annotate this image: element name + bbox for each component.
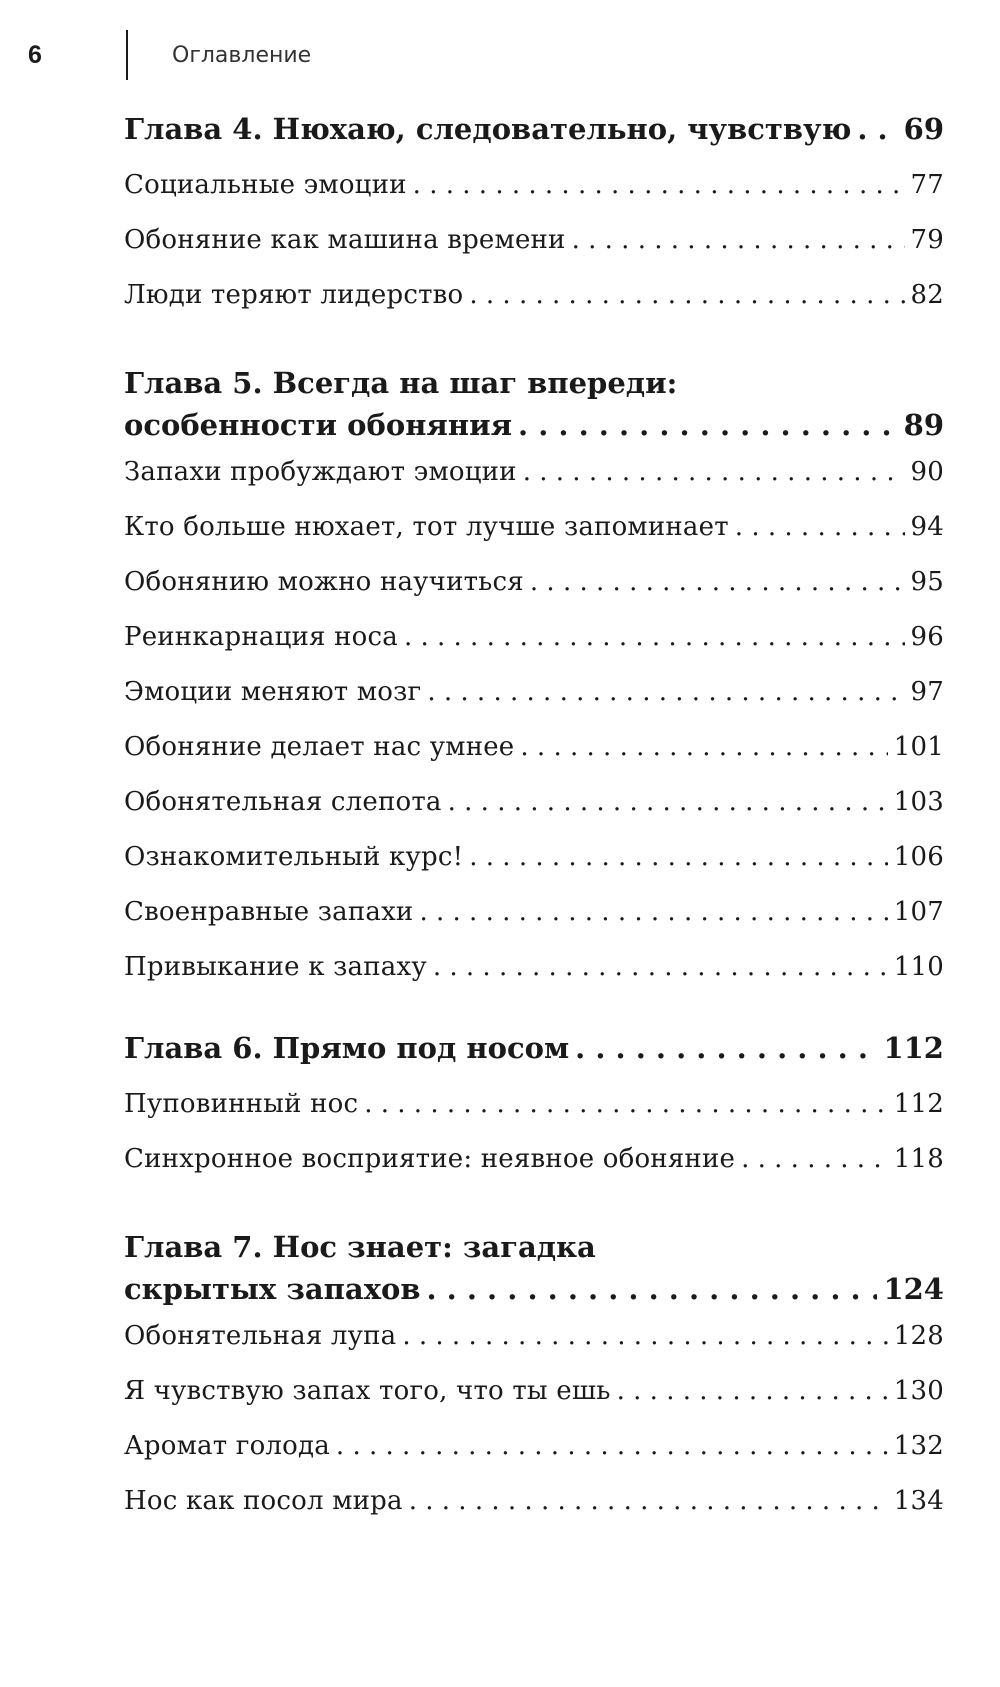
entry-page-number: 101 xyxy=(893,732,944,762)
chapter-title-continuation: скрытых запахов xyxy=(124,1272,421,1306)
dot-leader xyxy=(469,268,904,323)
entry-page-number: 128 xyxy=(893,1321,944,1351)
dot-leader xyxy=(518,405,898,445)
dot-leader xyxy=(404,610,905,665)
entry-title: Реинкарнация носа xyxy=(124,622,398,652)
entry-title: Обонятельная лупа xyxy=(124,1321,397,1351)
entry-page-number: 106 xyxy=(893,842,944,872)
entry-title: Обонянию можно научиться xyxy=(124,567,524,597)
dot-leader xyxy=(427,665,904,720)
entry-title: Своенравные запахи xyxy=(124,897,414,927)
page-number: 6 xyxy=(28,41,42,69)
toc-entry xyxy=(124,1077,944,1132)
entry-page-number: 77 xyxy=(910,170,944,200)
dot-leader xyxy=(336,1419,888,1474)
entry-title: Нос как посол мира xyxy=(124,1486,403,1516)
toc-entry xyxy=(124,500,944,555)
toc-entry xyxy=(124,1474,944,1529)
dot-leader xyxy=(364,1077,888,1132)
chapter-4 xyxy=(124,100,944,323)
dot-leader xyxy=(419,885,887,940)
chapter-title: Глава 4. Нюхаю, следовательно, чувствую xyxy=(124,112,852,146)
entry-title: Обонятельная слепота xyxy=(124,787,442,817)
entry-title: Кто больше нюхает, тот лучше запоминает xyxy=(124,512,729,542)
toc-entry xyxy=(124,665,944,720)
dot-leader xyxy=(530,555,905,610)
dot-leader xyxy=(857,100,897,158)
entry-page-number: 130 xyxy=(893,1376,944,1406)
dot-leader xyxy=(402,1309,887,1364)
running-head xyxy=(0,30,1000,80)
chapter-heading xyxy=(124,100,944,158)
dot-leader xyxy=(448,775,888,830)
chapter-page-number: 69 xyxy=(903,112,944,146)
entry-page-number: 132 xyxy=(893,1431,944,1461)
entry-page-number: 96 xyxy=(910,622,944,652)
entry-title: Запахи пробуждают эмоции xyxy=(124,457,517,487)
toc-entry xyxy=(124,940,944,995)
dot-leader xyxy=(409,1474,888,1529)
dot-leader xyxy=(523,445,905,500)
entry-page-number: 107 xyxy=(893,897,944,927)
toc-entry xyxy=(124,555,944,610)
entry-title: Обоняние делает нас умнее xyxy=(124,732,515,762)
entry-title: Пуповинный нос xyxy=(124,1089,359,1119)
toc-entry xyxy=(124,885,944,940)
header-divider xyxy=(126,30,128,80)
entry-page-number: 95 xyxy=(910,567,944,597)
entry-page-number: 82 xyxy=(910,280,944,310)
chapter-title-first-line: Глава 7. Нос знает: загадка xyxy=(124,1230,596,1264)
chapter-title-line xyxy=(124,100,944,158)
toc-entry xyxy=(124,610,944,665)
entry-page-number: 112 xyxy=(893,1089,944,1119)
toc-entry xyxy=(124,720,944,775)
dot-leader xyxy=(572,213,905,268)
chapter-title: Глава 6. Прямо под носом xyxy=(124,1031,570,1065)
chapter-heading xyxy=(124,1211,944,1309)
chapter-6 xyxy=(124,1019,944,1187)
dot-leader xyxy=(735,500,905,555)
toc-entry xyxy=(124,1364,944,1419)
entry-title: Эмоции меняют мозг xyxy=(124,677,422,707)
entry-page-number: 79 xyxy=(910,225,944,255)
chapter-title-line xyxy=(124,1019,944,1077)
toc-entry xyxy=(124,213,944,268)
section-title: Оглавление xyxy=(172,43,312,68)
toc-entry xyxy=(124,830,944,885)
chapter-title-line xyxy=(124,405,944,445)
chapter-page-number: 89 xyxy=(903,408,944,442)
entry-page-number: 97 xyxy=(910,677,944,707)
entry-title: Синхронное восприятие: неявное обоняние xyxy=(124,1144,736,1174)
entry-page-number: 134 xyxy=(893,1486,944,1516)
entry-title: Я чувствую запах того, что ты ешь xyxy=(124,1376,611,1406)
entry-page-number: 90 xyxy=(910,457,944,487)
toc-entry xyxy=(124,1132,944,1187)
chapter-heading xyxy=(124,1019,944,1077)
chapter-page-number: 124 xyxy=(883,1272,944,1306)
chapter-title-first-line: Глава 5. Всегда на шаг впереди: xyxy=(124,366,678,400)
entry-page-number: 94 xyxy=(910,512,944,542)
table-of-contents xyxy=(124,100,944,1529)
toc-entry xyxy=(124,1419,944,1474)
toc-entry xyxy=(124,268,944,323)
dot-leader xyxy=(426,1269,877,1309)
toc-entry xyxy=(124,158,944,213)
dot-leader xyxy=(413,158,905,213)
chapter-title-continuation: особенности обоняния xyxy=(124,408,513,442)
chapter-page-number: 112 xyxy=(883,1031,944,1065)
chapter-title-line xyxy=(124,1269,944,1309)
toc-entry xyxy=(124,775,944,830)
dot-leader xyxy=(433,940,888,995)
dot-leader xyxy=(520,720,887,775)
entry-title: Люди теряют лидерство xyxy=(124,280,464,310)
entry-title: Ознакомительный курс! xyxy=(124,842,464,872)
dot-leader xyxy=(741,1132,888,1187)
dot-leader xyxy=(469,830,888,885)
dot-leader xyxy=(575,1019,877,1077)
chapter-7 xyxy=(124,1211,944,1529)
entry-page-number: 110 xyxy=(893,952,944,982)
entry-page-number: 103 xyxy=(893,787,944,817)
entry-page-number: 118 xyxy=(893,1144,944,1174)
toc-entry xyxy=(124,445,944,500)
toc-entry xyxy=(124,1309,944,1364)
entry-title: Привыкание к запаху xyxy=(124,952,427,982)
entry-title: Социальные эмоции xyxy=(124,170,407,200)
chapter-heading xyxy=(124,347,944,445)
entry-title: Обоняние как машина времени xyxy=(124,225,566,255)
dot-leader xyxy=(617,1364,888,1419)
chapter-5 xyxy=(124,347,944,995)
entry-title: Аромат голода xyxy=(124,1431,330,1461)
